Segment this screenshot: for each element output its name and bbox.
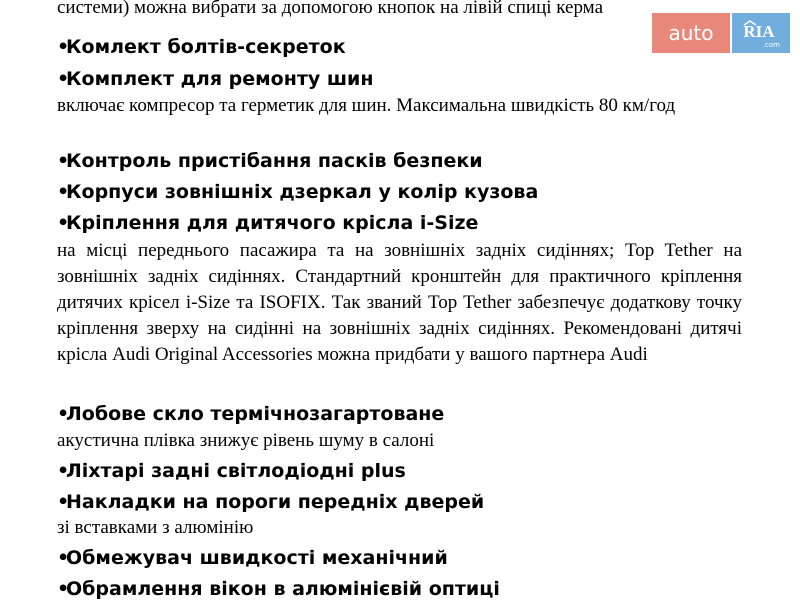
- feature-item-isize-mount: [57, 211, 478, 235]
- feature-title: Обрамлення вікон в алюмінієвій оптиці: [66, 578, 500, 600]
- feature-title: Комплект для ремонту шин: [66, 68, 374, 90]
- bullet: •: [57, 68, 70, 90]
- feature-description: включає компресор та герметик для шин. Максимальна швидкість 80 км/год: [57, 95, 676, 116]
- feature-item-mirror-housings: [57, 180, 538, 204]
- top-line-text: системи) можна вибрати за допомогою кнопок на лівій спиці керма: [57, 0, 604, 18]
- feature-item-bolts: [57, 35, 346, 59]
- bullet: •: [57, 36, 70, 58]
- ria-logo-text: RIA: [743, 22, 775, 41]
- feature-description: акустична плівка знижує рівень шуму в салоні: [57, 430, 435, 451]
- feature-title: Комлект болтів-секреток: [66, 36, 346, 58]
- bullet: •: [57, 181, 70, 203]
- watermark-auto-block: auto: [652, 13, 730, 53]
- feature-description: зі вставками з алюмінію: [57, 517, 254, 538]
- feature-title: Ліхтарі задні світлодіодні plus: [66, 460, 406, 482]
- bullet: •: [57, 578, 70, 600]
- feature-title: Лобове скло термічнозагартоване: [66, 403, 445, 425]
- feature-title: Накладки на пороги передніх дверей: [66, 491, 485, 513]
- bullet: •: [57, 212, 70, 234]
- autoria-watermark: [652, 13, 792, 53]
- bullet: •: [57, 547, 70, 569]
- feature-item-door-sills: [57, 490, 484, 514]
- feature-item-tire-repair-kit: [57, 67, 373, 91]
- watermark-ria-block: [732, 13, 790, 53]
- ria-logo-icon: [732, 13, 790, 53]
- feature-item-window-trim: [57, 577, 500, 600]
- bullet: •: [57, 150, 70, 172]
- feature-item-speed-limiter: [57, 546, 448, 570]
- feature-title: Контроль пристібання пасків безпеки: [66, 150, 483, 172]
- feature-title: Обмежувач швидкості механічний: [66, 547, 448, 569]
- ria-logo-subtext: .com: [762, 41, 780, 49]
- feature-item-seatbelt-control: [57, 149, 483, 173]
- feature-item-windshield: [57, 402, 444, 426]
- feature-description: на місці переднього пасажира та на зовнішніх задніх сидіннях; Top Tether на зовнішніх задніх сидіннях. Стандартний кронштейн для практичного кріплення дитячих крісел i-Size та ISOFIX. Так званий Top Tether забезпечує додаткову точку кріплення зверху на сидінні на зовнішніх задніх сидіннях. Рекомендовані дитячі крісла Audi Original Accessories можна придбати у вашого партнера Audi: [57, 240, 742, 365]
- bullet: •: [57, 491, 70, 513]
- bullet: •: [57, 460, 70, 482]
- feature-title: Корпуси зовнішніх дзеркал у колір кузова: [66, 181, 539, 203]
- feature-item-rear-lights: [57, 459, 406, 483]
- bullet: •: [57, 403, 70, 425]
- feature-title: Кріплення для дитячого крісла i-Size: [66, 212, 479, 234]
